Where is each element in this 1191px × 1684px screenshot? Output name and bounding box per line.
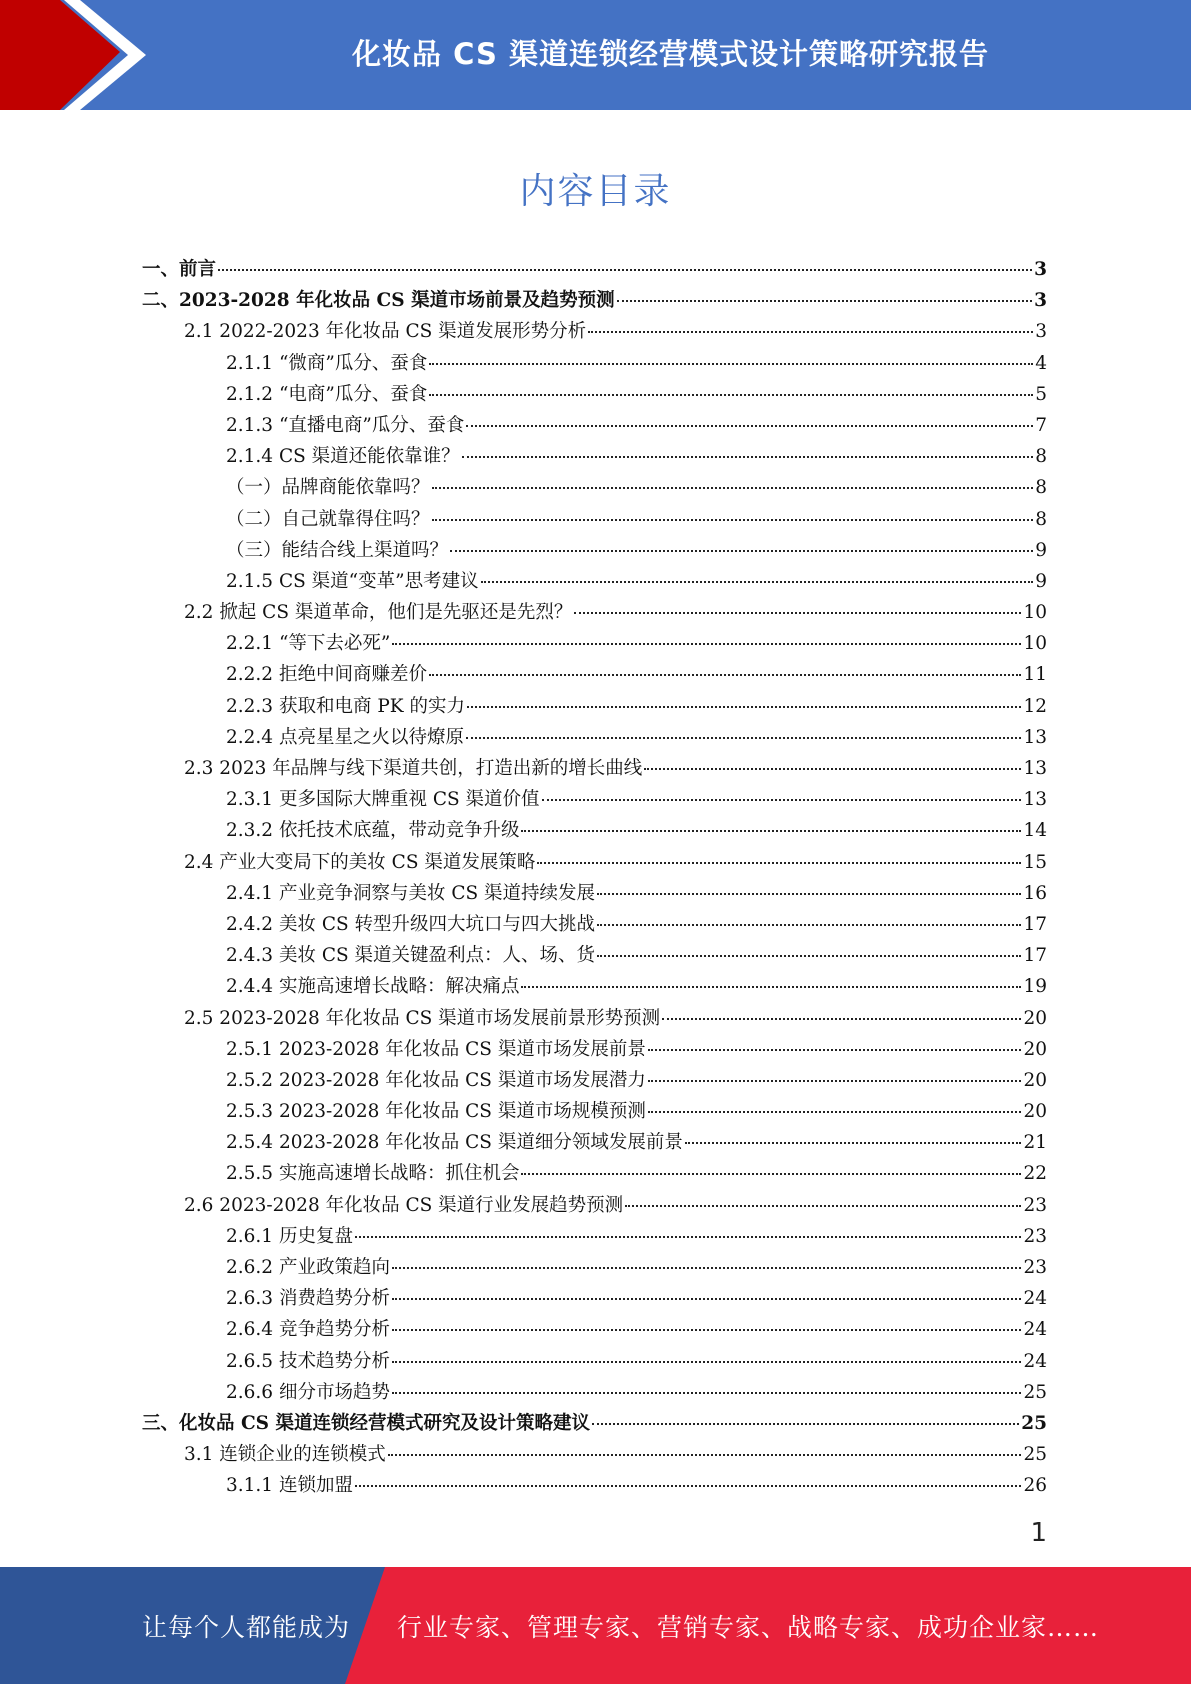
toc-entry[interactable]	[142, 1003, 1047, 1034]
toc-entry-title: 2.5.5 实施高速增长战略：抓住机会	[226, 1163, 520, 1185]
toc-leader-dots	[218, 269, 1032, 271]
toc-entry-page: 21	[1023, 1132, 1047, 1154]
toc-entry[interactable]	[142, 254, 1047, 285]
toc-entry[interactable]	[142, 1283, 1047, 1314]
toc-entry-page: 8	[1035, 446, 1047, 468]
toc-entry[interactable]	[142, 1190, 1047, 1221]
toc-leader-dots	[597, 893, 1021, 895]
toc-leader-dots	[648, 1111, 1022, 1113]
toc-entry[interactable]	[142, 1065, 1047, 1096]
toc-entry-page: 16	[1023, 882, 1047, 904]
toc-leader-dots	[481, 581, 1034, 583]
toc-entry-title: 2.6.1 历史复盘	[226, 1225, 353, 1247]
toc-entry-page: 20	[1023, 1007, 1047, 1029]
toc-entry-title: 2.4.2 美妆 CS 转型升级四大坑口与四大挑战	[226, 913, 596, 935]
toc-entry[interactable]	[142, 472, 1047, 503]
toc-entry[interactable]	[142, 1252, 1047, 1283]
toc-entry[interactable]	[142, 441, 1047, 472]
toc-entry[interactable]	[142, 379, 1047, 410]
toc-entry[interactable]	[142, 878, 1047, 909]
toc-leader-dots	[355, 1236, 1022, 1238]
toc-title: 内容目录	[519, 171, 672, 212]
toc-entry-title: 2.1 2022-2023 年化妆品 CS 渠道发展形势分析	[184, 321, 587, 343]
toc-leader-dots	[388, 1454, 1022, 1456]
toc-leader-dots	[597, 924, 1021, 926]
toc-entry-page: 23	[1023, 1194, 1047, 1216]
toc-entry-title: 3.1.1 连锁加盟	[226, 1475, 353, 1497]
toc-leader-dots	[574, 612, 1021, 614]
toc-leader-dots	[662, 1018, 1021, 1020]
toc-entry[interactable]	[142, 504, 1047, 535]
toc-leader-dots	[392, 1392, 1021, 1394]
page-number: 1	[1030, 1518, 1047, 1548]
toc-entry-title: 2.6.5 技术趋势分析	[226, 1350, 390, 1372]
toc-entry-page: 7	[1035, 414, 1047, 436]
toc-entry-title: 2.4 产业大变局下的美妆 CS 渠道发展策略	[184, 851, 536, 873]
toc-entry-page: 9	[1035, 539, 1047, 561]
toc-leader-dots	[617, 300, 1033, 302]
toc-entry-page: 10	[1023, 633, 1047, 655]
toc-leader-dots	[625, 1205, 1021, 1207]
toc-entry[interactable]	[142, 1158, 1047, 1189]
toc-entry-title: 2.3.2 依托技术底蕴，带动竞争升级	[226, 820, 520, 842]
toc-entry-page: 5	[1035, 383, 1047, 405]
toc-entry-title: 一、前言	[142, 259, 217, 280]
toc-entry-page: 3	[1034, 259, 1047, 280]
toc-entry-page: 26	[1023, 1475, 1047, 1497]
toc-entry-title: （二）自己就靠得住吗？	[226, 508, 430, 530]
toc-entry-page: 25	[1021, 1412, 1047, 1434]
toc-entry-page: 25	[1023, 1444, 1047, 1466]
toc-entry-page: 3	[1035, 321, 1047, 343]
toc-entry-page: 25	[1023, 1381, 1047, 1403]
toc-leader-dots	[450, 550, 1033, 552]
toc-leader-dots	[392, 1329, 1021, 1331]
toc-entry-page: 13	[1023, 726, 1047, 748]
toc-entry-title: 2.6.3 消费趋势分析	[226, 1288, 390, 1310]
toc-leader-dots	[392, 643, 1021, 645]
toc-leader-dots	[648, 1080, 1022, 1082]
toc-entry-page: 24	[1023, 1288, 1047, 1310]
toc-entry[interactable]	[142, 285, 1047, 316]
toc-entry-title: 2.2.4 点亮星星之火以待燎原	[226, 726, 464, 748]
toc-entry[interactable]	[142, 722, 1047, 753]
toc-entry[interactable]	[142, 1346, 1047, 1377]
toc-entry[interactable]	[142, 1314, 1047, 1345]
toc-entry-title: 2.4.3 美妆 CS 渠道关键盈利点：人、场、货	[226, 945, 596, 967]
toc-entry[interactable]	[142, 316, 1047, 347]
toc-leader-dots	[355, 1485, 1022, 1487]
toc-entry-title: 2.2.2 拒绝中间商赚差价	[226, 664, 427, 686]
toc-leader-dots	[592, 1423, 1019, 1425]
toc-entry[interactable]	[142, 535, 1047, 566]
toc-entry-title: 三、化妆品 CS 渠道连锁经营模式研究及设计策略建议	[142, 1412, 590, 1434]
toc-entry[interactable]	[142, 628, 1047, 659]
footer-banner	[0, 1567, 1191, 1684]
table-of-contents	[142, 254, 1047, 1502]
toc-leader-dots	[597, 955, 1021, 957]
toc-entry-page: 23	[1023, 1225, 1047, 1247]
toc-leader-dots	[644, 768, 1021, 770]
toc-leader-dots	[521, 986, 1021, 988]
footer-slogan-left: 让每个人都能成为	[142, 1612, 351, 1642]
toc-entry-title: （一）品牌商能依靠吗？	[226, 477, 430, 499]
toc-entry[interactable]	[142, 410, 1047, 441]
toc-leader-dots	[542, 799, 1022, 801]
toc-entry-title: 2.5.3 2023-2028 年化妆品 CS 渠道市场规模预测	[226, 1101, 646, 1123]
toc-entry-title: 2.4.1 产业竞争洞察与美妆 CS 渠道持续发展	[226, 882, 596, 904]
toc-entry-title: 2.4.4 实施高速增长战略：解决痛点	[226, 976, 520, 998]
toc-entry[interactable]	[142, 659, 1047, 690]
toc-entry-title: 3.1 连锁企业的连锁模式	[184, 1444, 386, 1466]
toc-entry[interactable]	[142, 753, 1047, 784]
toc-leader-dots	[588, 331, 1033, 333]
toc-leader-dots	[432, 487, 1034, 489]
toc-entry[interactable]	[142, 909, 1047, 940]
toc-entry-title: 2.5.1 2023-2028 年化妆品 CS 渠道市场发展前景	[226, 1038, 646, 1060]
toc-leader-dots	[466, 425, 1033, 427]
toc-entry-page: 17	[1023, 913, 1047, 935]
toc-entry-title: 2.1.2 “电商”瓜分、蚕食	[226, 383, 428, 405]
toc-entry[interactable]	[142, 940, 1047, 971]
toc-leader-dots	[429, 394, 1033, 396]
toc-entry-page: 24	[1023, 1319, 1047, 1341]
toc-leader-dots	[521, 1173, 1021, 1175]
toc-entry-page: 3	[1034, 290, 1047, 312]
toc-entry-title: 2.5 2023-2028 年化妆品 CS 渠道市场发展前景形势预测	[184, 1007, 661, 1029]
toc-entry[interactable]	[142, 691, 1047, 722]
toc-leader-dots	[392, 1267, 1021, 1269]
toc-entry[interactable]	[142, 348, 1047, 379]
toc-entry-page: 23	[1023, 1257, 1047, 1278]
toc-entry[interactable]	[142, 1439, 1047, 1470]
toc-entry-page: 19	[1023, 976, 1047, 998]
toc-entry-page: 13	[1023, 789, 1047, 811]
toc-entry-page: 13	[1023, 758, 1047, 779]
toc-leader-dots	[432, 519, 1034, 521]
toc-entry-title: （三）能结合线上渠道吗？	[226, 539, 449, 561]
toc-leader-dots	[685, 1142, 1022, 1144]
toc-entry[interactable]	[142, 815, 1047, 846]
toc-entry-title: 2.1.1 “微商”瓜分、蚕食	[226, 352, 428, 374]
toc-entry-title: 2.1.4 CS 渠道还能依靠谁？	[226, 446, 460, 468]
toc-entry-title: 2.2.3 获取和电商 PK 的实力	[226, 695, 465, 717]
toc-entry[interactable]	[142, 1096, 1047, 1127]
toc-entry[interactable]	[142, 1470, 1047, 1501]
toc-entry[interactable]	[142, 597, 1047, 628]
toc-entry-title: 2.6.4 竞争趋势分析	[226, 1319, 390, 1341]
toc-leader-dots	[462, 456, 1034, 458]
toc-leader-dots	[537, 862, 1021, 864]
report-header	[0, 0, 1191, 110]
toc-leader-dots	[392, 1361, 1021, 1363]
toc-entry-title: 2.5.2 2023-2028 年化妆品 CS 渠道市场发展潜力	[226, 1069, 646, 1091]
toc-entry[interactable]	[142, 1377, 1047, 1408]
toc-entry-page: 11	[1023, 664, 1047, 686]
toc-entry[interactable]	[142, 1221, 1047, 1252]
toc-entry-title: 2.1.3 “直播电商”瓜分、蚕食	[226, 414, 465, 436]
toc-entry-page: 17	[1023, 945, 1047, 967]
toc-entry-page: 14	[1023, 820, 1047, 842]
toc-entry-title: 二、2023-2028 年化妆品 CS 渠道市场前景及趋势预测	[142, 290, 615, 312]
toc-entry-page: 20	[1023, 1038, 1047, 1060]
toc-entry[interactable]	[142, 1127, 1047, 1158]
toc-entry-title: 2.3.1 更多国际大牌重视 CS 渠道价值	[226, 789, 540, 811]
toc-entry-title: 2.3 2023 年品牌与线下渠道共创，打造出新的增长曲线	[184, 758, 643, 779]
toc-entry-page: 8	[1035, 477, 1047, 499]
toc-leader-dots	[466, 737, 1021, 739]
toc-entry-page: 12	[1023, 695, 1047, 717]
toc-entry-title: 2.6.6 细分市场趋势	[226, 1381, 390, 1403]
toc-entry-page: 9	[1035, 570, 1047, 592]
toc-entry-title: 2.5.4 2023-2028 年化妆品 CS 渠道细分领域发展前景	[226, 1132, 683, 1154]
toc-entry-page: 4	[1035, 352, 1047, 374]
toc-entry-page: 24	[1023, 1350, 1047, 1372]
toc-leader-dots	[429, 363, 1033, 365]
toc-entry-page: 22	[1023, 1163, 1047, 1185]
toc-entry-title: 2.2 掀起 CS 渠道革命，他们是先驱还是先烈？	[184, 602, 573, 624]
toc-entry-page: 15	[1023, 851, 1047, 873]
footer-slogan-right: 行业专家、管理专家、营销专家、战略专家、成功企业家……	[397, 1612, 1100, 1642]
toc-leader-dots	[467, 706, 1021, 708]
toc-entry[interactable]	[142, 784, 1047, 815]
toc-entry-title: 2.6 2023-2028 年化妆品 CS 渠道行业发展趋势预测	[184, 1194, 624, 1216]
toc-entry-page: 20	[1023, 1101, 1047, 1123]
toc-entry-title: 2.2.1 “等下去必死”	[226, 633, 391, 655]
toc-entry[interactable]	[142, 847, 1047, 878]
toc-entry[interactable]	[142, 566, 1047, 597]
toc-leader-dots	[392, 1298, 1021, 1300]
toc-entry-title: 2.6.2 产业政策趋向	[226, 1257, 390, 1278]
toc-entry[interactable]	[142, 1408, 1047, 1439]
toc-entry[interactable]	[142, 1034, 1047, 1065]
toc-entry-page: 20	[1023, 1069, 1047, 1091]
toc-entry-title: 2.1.5 CS 渠道“变革”思考建议	[226, 570, 479, 592]
toc-leader-dots	[429, 674, 1021, 676]
toc-entry-page: 10	[1023, 602, 1047, 624]
toc-entry[interactable]	[142, 971, 1047, 1002]
toc-leader-dots	[648, 1049, 1022, 1051]
report-title: 化妆品 CS 渠道连锁经营模式设计策略研究报告	[352, 36, 989, 71]
toc-leader-dots	[521, 830, 1021, 832]
toc-entry-page: 8	[1035, 508, 1047, 530]
